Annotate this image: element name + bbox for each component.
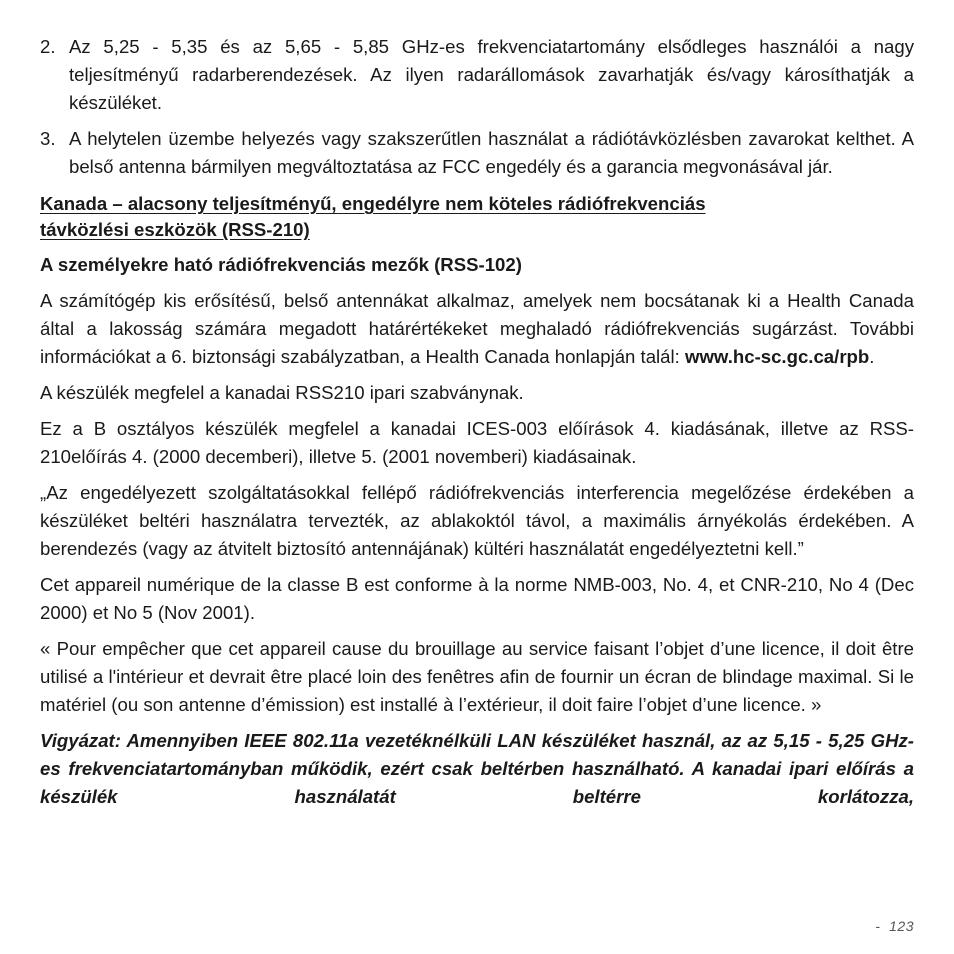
list-item	[40, 33, 914, 117]
document-page	[40, 33, 914, 811]
health-canada-link[interactable]: www.hc-sc.gc.ca/rpb	[685, 346, 870, 367]
paragraph-antenna-text: A számítógép kis erősítésű, belső antennákat alkalmaz, amelyek nem bocsátanak ki a Health Canada által a lakosság számára megadott határértékeket meghaladó rádiófrekvenciás sugárzást. További információkat a 6. biztonsági szabályzatban, a Health Canada honlapján talál:	[40, 290, 914, 367]
subheading: A személyekre ható rádiófrekvenciás mezők (RSS-102)	[40, 254, 522, 275]
paragraph-rss210: A készülék megfelel a kanadai RSS210 ipari szabványnak.	[40, 382, 524, 403]
paragraph-quote-hu: „Az engedélyezett szolgáltatásokkal fellépő rádiófrekvenciás interferencia megelőzése érdekében a készüléket beltéri használatra tervezték, az ablakoktól távol, a maximális árnyékolás érdekében. A berendezés (vagy az átvitelt biztosító antennájának) kültéri használatát engedélyeztetni kell.”	[40, 482, 914, 559]
section-heading-line-1: Kanada – alacsony teljesítményű, engedélyre nem köteles rádiófrekvenciás	[40, 193, 706, 214]
list-item-text: Az 5,25 - 5,35 és az 5,65 - 5,85 GHz-es frekvenciatartomány elsődleges használói a nagy teljesítményű radarberendezések. Az ilyen radarállomások zavarhatják és/vagy károsíthatják a készüléket.	[69, 36, 914, 113]
warning-paragraph: Vigyázat: Amennyiben IEEE 802.11a vezetéknélküli LAN készüléket használ, az az 5,15 - 5,25 GHz-es frekvenciatartományban működik, ezért csak beltérben használható. A kanadai ipari előírás a készülék használatát beltérre korlátozza,	[40, 730, 914, 807]
list-item-text: A helytelen üzembe helyezés vagy szakszerűtlen használat a rádiótávközlésben zavarokat kelthet. A belső antenna bármilyen megváltoztatása az FCC engedély és a garancia megvonásával jár.	[69, 128, 914, 177]
section-heading	[40, 191, 914, 243]
paragraph-antenna-end: .	[869, 346, 875, 367]
paragraph-nmb003-fr: Cet appareil numérique de la classe B est conforme à la norme NMB-003, No. 4, et CNR-210, No 4 (Dec 2000) et No 5 (Nov 2001).	[40, 574, 914, 623]
paragraph-antenna	[40, 287, 914, 371]
section-heading-line-2: távközlési eszközök (RSS-210)	[40, 219, 310, 240]
page-footer	[875, 918, 914, 934]
list-item-number: 3.	[40, 128, 56, 149]
paragraph-ices003: Ez a B osztályos készülék megfelel a kanadai ICES-003 előírások 4. kiadásának, illetve az RSS-210előírás 4. (2000 decemberi), illetve 5. (2001 novemberi) kiadásainak.	[40, 418, 914, 467]
list-item-number: 2.	[40, 36, 56, 57]
paragraph-quote-fr: « Pour empêcher que cet appareil cause du brouillage au service faisant l’objet d’une licence, il doit être utilisé a l'intérieur et devrait être placé loin des fenêtres afin de fournir un écran de blindage maximal. Si le matériel (ou son antenne d’émission) est installé à l’extérieur, il doit faire l’objet d’une licence. »	[40, 638, 914, 715]
list-item	[40, 125, 914, 181]
page-number: 123	[889, 918, 914, 934]
footer-dash: -	[875, 918, 881, 934]
